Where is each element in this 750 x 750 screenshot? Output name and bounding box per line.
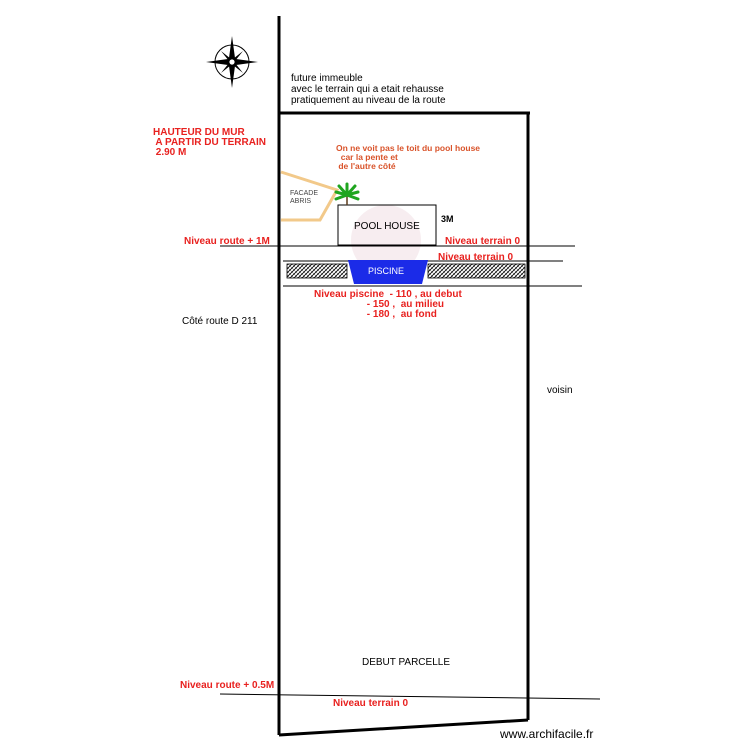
road-level-line-bottom [220, 694, 600, 699]
pool-level-note: Niveau piscine - 110 , au debut - 150 , au milieu - 180 , au fond [314, 289, 462, 320]
ground-level-label-1: Niveau terrain 0 [445, 236, 521, 247]
palm-tree-icon [336, 184, 358, 205]
future-building-note: future immeuble avec le terrain qui a etait rehausse pratiquement au niveau de la route [291, 73, 446, 106]
pool-label: PISCINE [368, 266, 405, 276]
road-side-label: Côté route D 211 [182, 316, 258, 327]
pool-house-height-label: 3M [441, 214, 454, 224]
compass-rose-icon [206, 36, 258, 88]
ground-level-label-2: Niveau terrain 0 [438, 252, 514, 263]
wall-height-note: HAUTEUR DU MUR A PARTIR DU TERRAIN 2.90 M [153, 127, 266, 158]
ground-hatch-right [428, 264, 525, 278]
watermark[interactable]: www.archifacile.fr [500, 727, 594, 741]
road-level-top-label: Niveau route + 1M [184, 236, 270, 247]
bottom-wall [279, 720, 528, 735]
road-level-bottom-label: Niveau route + 0.5M [180, 680, 275, 691]
neighbor-label: voisin [547, 385, 573, 396]
ground-hatch-left [287, 264, 347, 278]
plot-start-label: DEBUT PARCELLE [362, 657, 450, 668]
pool-house-label: POOL HOUSE [354, 221, 420, 232]
ground-level-bottom-label: Niveau terrain 0 [333, 698, 409, 709]
facade-abris-label: FACADE ABRIS [290, 190, 319, 205]
pool-house-roof-note: On ne voit pas le toit du pool house car la pente et de l'autre côté [336, 143, 481, 171]
